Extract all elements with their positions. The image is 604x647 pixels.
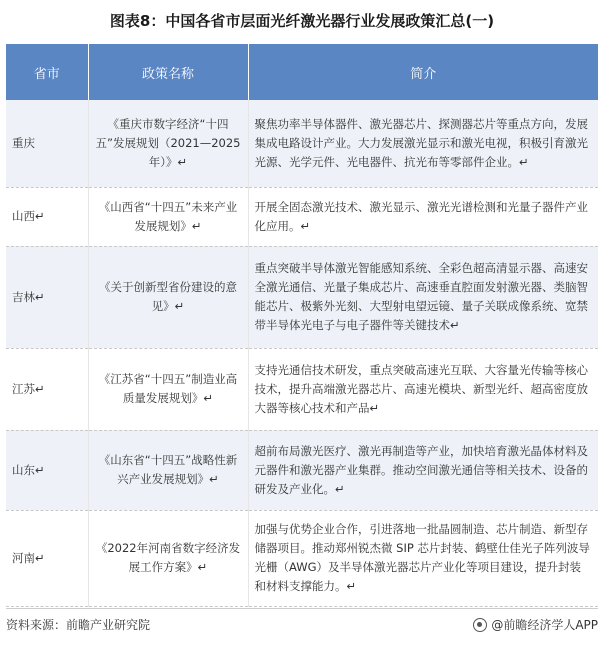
cell-province: 山东↵: [6, 430, 88, 510]
cell-province: 重庆: [6, 100, 88, 187]
cell-summary: 聚焦功率半导体器件、激光器芯片、探测器芯片等重点方向，发展集成电路设计产业。大力发展激光显示和激光电视，积极引育激光光源、光学元件、光电器件、抗光布等零部件企业。↵: [248, 100, 598, 187]
brand-logo-icon: [473, 618, 487, 632]
cell-policy-name: 《山东省“十四五”战略性新兴产业发展规划》↵: [88, 430, 248, 510]
footer-divider: [6, 608, 598, 609]
brand-credit: [473, 615, 598, 635]
policy-table: [6, 44, 598, 607]
table-header-row: [6, 44, 598, 100]
table-row: [6, 348, 598, 430]
cell-policy-name: 《关于创新型省份建设的意见》↵: [88, 246, 248, 348]
cell-summary: 加强与优势企业合作，引进落地一批晶圆制造、芯片制造、新型存储器项目。推动郑州锐杰微 SIP 芯片封装、鹤壁仕佳光子阵列波导光栅（AWG）及半导体激光器芯片产业化等项目建设，提升封装和材料支撑能力。↵: [248, 510, 598, 606]
header-province: 省市: [6, 44, 88, 100]
cell-province: 山西↵: [6, 187, 88, 246]
cell-policy-name: 《重庆市数字经济“十四五”发展规划（2021—2025年）》↵: [88, 100, 248, 187]
brand-text: @前瞻经济学人APP: [491, 618, 598, 632]
cell-summary: 重点突破半导体激光智能感知系统、全彩色超高清显示器、高速安全激光通信、光量子集成芯片、高速垂直腔面发射激光器、类脑智能芯片、极紫外光刻、大型射电望远镜、量子关联成像系统、宽禁带半导体光电子与电子器件等关键技术↵: [248, 246, 598, 348]
cell-province: 江苏↵: [6, 348, 88, 430]
cell-province: 吉林↵: [6, 246, 88, 348]
cell-province: 河南↵: [6, 510, 88, 606]
table-row: [6, 246, 598, 348]
header-summary: 简介: [248, 44, 598, 100]
cell-summary: 超前布局激光医疗、激光再制造等产业，加快培育激光晶体材料及元器件和激光器产业集群。推动空间激光通信等相关技术、设备的研发及产业化。↵: [248, 430, 598, 510]
header-policy-name: 政策名称: [88, 44, 248, 100]
cell-policy-name: 《山西省“十四五”未来产业发展规划》↵: [88, 187, 248, 246]
source-note: 资料来源：前瞻产业研究院: [6, 618, 151, 632]
table-row: [6, 187, 598, 246]
table-row: [6, 430, 598, 510]
cell-summary: 支持光通信技术研发，重点突破高速光互联、大容量光传输等核心技术，提升高端激光器芯片、高速光模块、新型光纤、超高密度放大器等核心技术和产品↵: [248, 348, 598, 430]
chart-title: 图表8：中国各省市层面光纤激光器行业发展政策汇总(一): [109, 12, 495, 30]
table-row: [6, 100, 598, 187]
table-row: [6, 510, 598, 606]
cell-summary: 开展全固态激光技术、激光显示、激光光谱检测和光量子器件产业化应用。↵: [248, 187, 598, 246]
cell-policy-name: 《2022年河南省数字经济发展工作方案》↵: [88, 510, 248, 606]
cell-policy-name: 《江苏省“十四五”制造业高质量发展规划》↵: [88, 348, 248, 430]
